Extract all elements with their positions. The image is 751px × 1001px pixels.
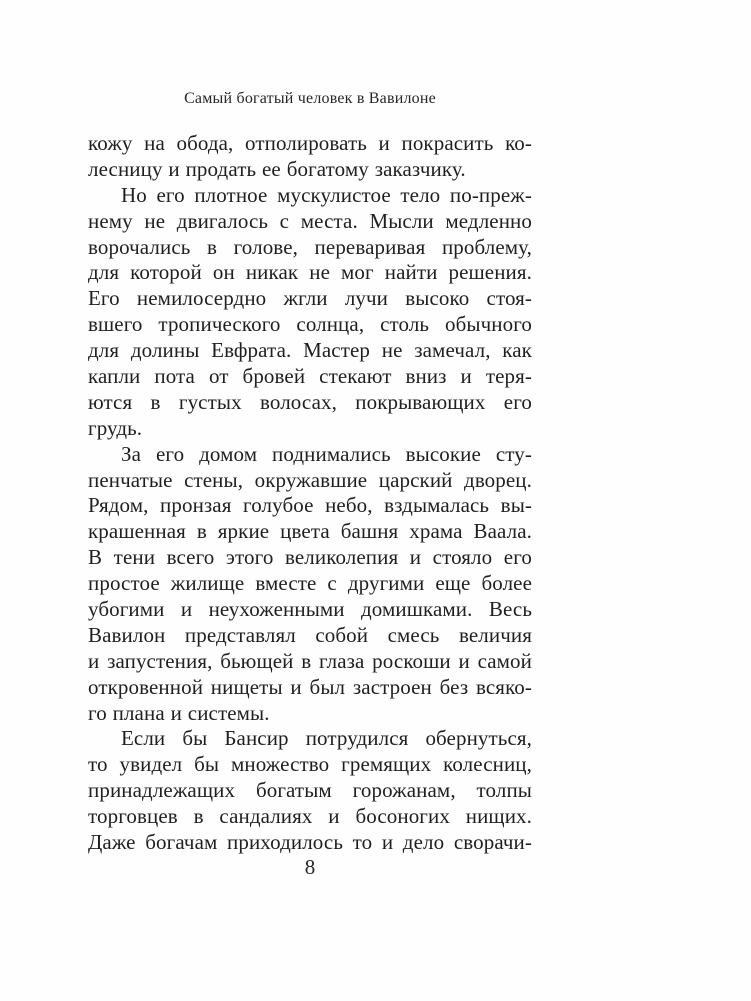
running-head: Самый богатый человек в Вавилоне [184, 90, 436, 107]
page-text [88, 131, 532, 856]
text-line: Вавилон представлял собой смесь величия [88, 622, 532, 647]
text-line: ются в густых волосах, покрывающих его [88, 389, 532, 414]
text-line: кожу на обода, отполировать и покрасить ко- [88, 131, 532, 155]
text-line: Его немилосердно жгли лучи высоко стоя- [88, 286, 532, 311]
text-line: Рядом, пронзая голубое небо, вздымалась вы- [88, 493, 532, 518]
text-line: капли пота от бровей стекают вниз и теря- [88, 364, 532, 389]
text-line: нему не двигалось с места. Мысли медленно [88, 208, 532, 233]
text-line: и запустения, бьющей в глаза роскоши и самой [88, 648, 532, 673]
text-line: крашенная в яркие цвета башня храма Ваала. [88, 519, 532, 544]
text-line: простое жилище вместе с другими еще более [88, 571, 532, 596]
text-line: В тени всего этого великолепия и стояло его [88, 545, 532, 570]
text-line: лесницу и продать ее богатому заказчику. [88, 156, 466, 181]
text-line: принадлежащих богатым горожанам, толпы [88, 778, 532, 803]
text-line: вшего тропического солнца, столь обычного [88, 312, 532, 337]
text-line: для которой он никак не мог найти решения. [88, 260, 532, 285]
text-line: Даже богачам приходилось то и дело сворачи- [88, 830, 532, 855]
text-line: За его домом поднимались высокие сту- [121, 441, 532, 466]
text-line: торговцев в сандалиях и босоногих нищих. [88, 804, 532, 829]
text-line: ворочались в голове, переваривая проблему, [88, 234, 532, 259]
text-line: откровенной нищеты и был застроен без всяко- [88, 674, 532, 699]
text-line: то увидел бы множество гремящих колесниц, [88, 752, 532, 777]
text-line: Но его плотное мускулистое тело по-преж- [121, 182, 532, 207]
text-line: грудь. [88, 415, 143, 440]
text-line: Если бы Бансир потрудился обернуться, [121, 726, 532, 751]
text-line: го плана и системы. [88, 700, 270, 725]
text-line: пенчатые стены, окружавшие царский дворец. [88, 467, 532, 492]
text-line: для долины Евфрата. Мастер не замечал, как [88, 338, 532, 363]
text-line: убогими и неухоженными домишками. Весь [88, 597, 532, 622]
page-number: 8 [304, 855, 316, 879]
